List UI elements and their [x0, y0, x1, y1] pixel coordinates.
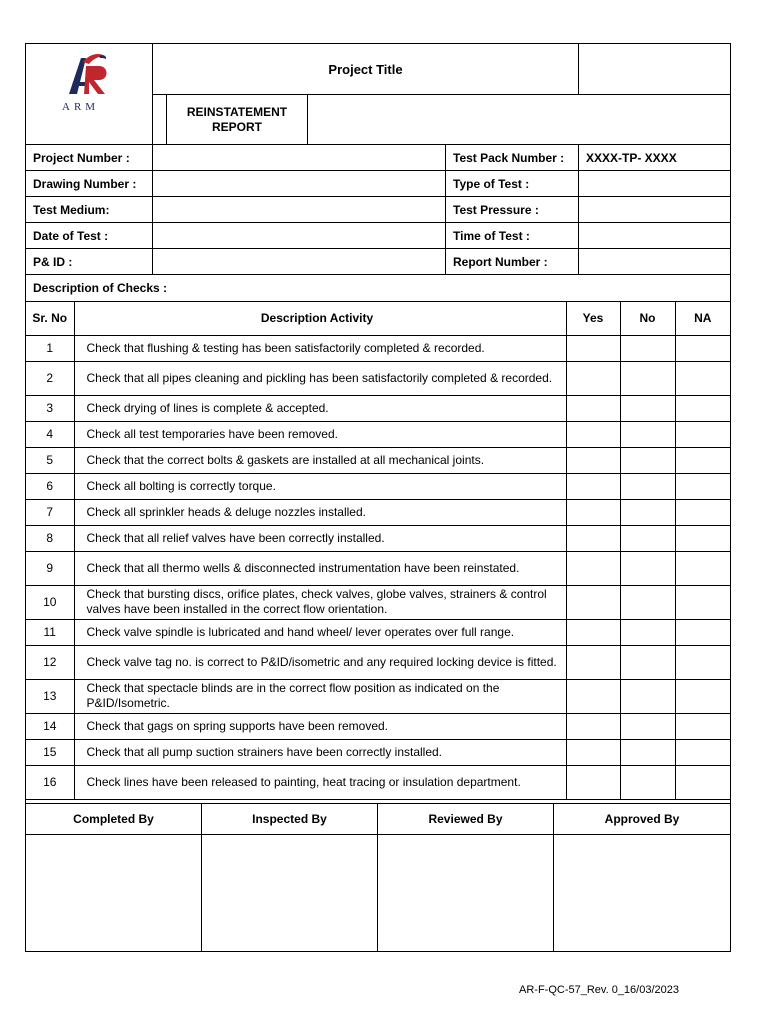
- na-checkbox-cell[interactable]: [675, 645, 730, 679]
- info-value-field[interactable]: [579, 223, 730, 248]
- signoff-approved-by: Approved By: [604, 811, 680, 826]
- no-checkbox-cell[interactable]: [620, 739, 675, 765]
- table-header-row: [26, 302, 730, 335]
- info-value-field[interactable]: [579, 171, 730, 196]
- info-row: [26, 223, 730, 249]
- info-value-field[interactable]: [153, 171, 446, 196]
- no-checkbox-cell[interactable]: [620, 713, 675, 739]
- no-checkbox-cell[interactable]: [620, 395, 675, 421]
- table-row: [26, 739, 730, 765]
- row-description: Check that flushing & testing has been satisfactorily completed & recorded.: [74, 335, 566, 361]
- row-description: Check valve tag no. is correct to P&ID/isometric and any required locking device is fitted.: [74, 645, 566, 679]
- no-checkbox-cell[interactable]: [620, 619, 675, 645]
- info-label: Date of Test :: [26, 223, 153, 248]
- yes-checkbox-cell[interactable]: [566, 473, 620, 499]
- no-checkbox-cell[interactable]: [620, 679, 675, 713]
- row-number: 15: [26, 739, 74, 765]
- info-label: Test Pack Number :: [446, 145, 579, 170]
- no-checkbox-cell[interactable]: [620, 585, 675, 619]
- row-description: Check all test temporaries have been removed.: [74, 421, 566, 447]
- row-description: Check that the correct bolts & gaskets are installed at all mechanical joints.: [74, 447, 566, 473]
- no-checkbox-cell[interactable]: [620, 421, 675, 447]
- info-label: Test Medium:: [26, 197, 153, 222]
- no-checkbox-cell[interactable]: [620, 361, 675, 395]
- info-label: Drawing Number :: [26, 171, 153, 196]
- info-label: Type of Test :: [446, 171, 579, 196]
- project-title-value: [579, 44, 731, 95]
- table-row: [26, 619, 730, 645]
- yes-checkbox-cell[interactable]: [566, 679, 620, 713]
- signature-field[interactable]: [202, 835, 378, 951]
- na-checkbox-cell[interactable]: [675, 447, 730, 473]
- yes-checkbox-cell[interactable]: [566, 525, 620, 551]
- table-row: [26, 679, 730, 713]
- row-description: Check lines have been released to painting, heat tracing or insulation department.: [74, 765, 566, 799]
- table-row: [26, 473, 730, 499]
- reinstatement-report-form: [25, 43, 731, 952]
- table-row: [26, 525, 730, 551]
- info-value-field[interactable]: [153, 145, 446, 170]
- info-row: [26, 197, 730, 223]
- no-checkbox-cell[interactable]: [620, 645, 675, 679]
- signoff-header-row: [26, 804, 730, 835]
- yes-checkbox-cell[interactable]: [566, 619, 620, 645]
- row-number: 8: [26, 525, 74, 551]
- info-value-field[interactable]: [579, 249, 730, 274]
- yes-checkbox-cell[interactable]: [566, 447, 620, 473]
- info-label: Project Number :: [26, 145, 153, 170]
- yes-checkbox-cell[interactable]: [566, 421, 620, 447]
- row-number: 13: [26, 679, 74, 713]
- table-row: [26, 645, 730, 679]
- row-description: Check all sprinkler heads & deluge nozzles installed.: [74, 499, 566, 525]
- logo-cell: [26, 44, 153, 144]
- signoff-completed-by: Completed By: [26, 804, 202, 834]
- table-row: [26, 335, 730, 361]
- na-checkbox-cell[interactable]: [675, 679, 730, 713]
- row-number: 14: [26, 713, 74, 739]
- na-checkbox-cell[interactable]: [675, 395, 730, 421]
- yes-checkbox-cell[interactable]: [566, 551, 620, 585]
- yes-checkbox-cell[interactable]: [566, 713, 620, 739]
- info-value-field[interactable]: [153, 249, 446, 274]
- info-label: Test Pressure :: [446, 197, 579, 222]
- row-number: 11: [26, 619, 74, 645]
- yes-checkbox-cell[interactable]: [566, 585, 620, 619]
- signoff-inspected-by: Inspected By: [202, 804, 378, 834]
- na-checkbox-cell[interactable]: [675, 551, 730, 585]
- info-value-field[interactable]: [153, 197, 446, 222]
- na-checkbox-cell[interactable]: [675, 739, 730, 765]
- table-row: [26, 395, 730, 421]
- row-description: Check all bolting is correctly torque.: [74, 473, 566, 499]
- row-number: 12: [26, 645, 74, 679]
- header-no: No: [620, 302, 675, 335]
- na-checkbox-cell[interactable]: [675, 499, 730, 525]
- row-description: Check that bursting discs, orifice plates, check valves, globe valves, strainers & control valves have been installed in the correct flow orientation.: [74, 585, 566, 619]
- logo-text: ARM: [62, 101, 100, 113]
- row-description: Check that gags on spring supports have been removed.: [74, 713, 566, 739]
- row-number: 10: [26, 585, 74, 619]
- info-label: Time of Test :: [446, 223, 579, 248]
- checks-table: [26, 302, 730, 800]
- yes-checkbox-cell[interactable]: [566, 645, 620, 679]
- na-checkbox-cell[interactable]: [675, 765, 730, 799]
- header-yes: Yes: [566, 302, 620, 335]
- no-checkbox-cell[interactable]: [620, 551, 675, 585]
- signature-field[interactable]: [26, 835, 202, 951]
- report-name: REINSTATEMENT REPORT: [167, 95, 308, 144]
- project-title: Project Title: [153, 44, 579, 95]
- row-description: Check that all relief valves have been correctly installed.: [74, 525, 566, 551]
- row-number: 1: [26, 335, 74, 361]
- row-number: 3: [26, 395, 74, 421]
- signoff-reviewed-by: Reviewed By: [378, 804, 554, 834]
- arm-logo-icon: [59, 52, 121, 114]
- info-row: [26, 249, 730, 275]
- document-code: AR-F-QC-57_Rev. 0_16/03/2023: [519, 984, 679, 996]
- row-number: 5: [26, 447, 74, 473]
- na-checkbox-cell[interactable]: [675, 713, 730, 739]
- yes-checkbox-cell[interactable]: [566, 395, 620, 421]
- row-number: 16: [26, 765, 74, 799]
- na-checkbox-cell[interactable]: [675, 361, 730, 395]
- row-description: Check drying of lines is complete & accepted.: [74, 395, 566, 421]
- info-label: Report Number :: [446, 249, 579, 274]
- header-sr-no: Sr. No: [26, 302, 74, 335]
- info-row: [26, 145, 730, 171]
- info-value-field[interactable]: XXXX-TP- XXXX: [586, 150, 677, 165]
- form-header: [26, 44, 730, 145]
- no-checkbox-cell[interactable]: [620, 473, 675, 499]
- na-checkbox-cell[interactable]: [675, 585, 730, 619]
- header-spacer: [153, 95, 167, 144]
- row-number: 2: [26, 361, 74, 395]
- header-description: Description Activity: [74, 302, 566, 335]
- table-row: [26, 499, 730, 525]
- row-number: 6: [26, 473, 74, 499]
- yes-checkbox-cell[interactable]: [566, 499, 620, 525]
- no-checkbox-cell[interactable]: [620, 525, 675, 551]
- info-value-field[interactable]: [153, 223, 446, 248]
- row-description: Check that spectacle blinds are in the correct flow position as indicated on the P&ID/Isometric.: [74, 679, 566, 713]
- table-row: [26, 551, 730, 585]
- row-number: 7: [26, 499, 74, 525]
- info-row: [26, 171, 730, 197]
- checks-heading: Description of Checks :: [26, 275, 730, 302]
- signoff-body-row: [26, 835, 730, 951]
- yes-checkbox-cell[interactable]: [566, 765, 620, 799]
- na-checkbox-cell[interactable]: [675, 421, 730, 447]
- row-description: Check valve spindle is lubricated and hand wheel/ lever operates over full range.: [74, 619, 566, 645]
- row-description: Check that all thermo wells & disconnected instrumentation have been reinstated.: [74, 551, 566, 585]
- info-value-field[interactable]: [579, 197, 730, 222]
- no-checkbox-cell[interactable]: [620, 447, 675, 473]
- no-checkbox-cell[interactable]: [620, 335, 675, 361]
- na-checkbox-cell[interactable]: [675, 619, 730, 645]
- row-number: 4: [26, 421, 74, 447]
- table-row: [26, 447, 730, 473]
- na-checkbox-cell[interactable]: [675, 473, 730, 499]
- na-checkbox-cell[interactable]: [675, 525, 730, 551]
- signature-field[interactable]: [378, 835, 554, 951]
- yes-checkbox-cell[interactable]: [566, 739, 620, 765]
- table-row: [26, 585, 730, 619]
- no-checkbox-cell[interactable]: [620, 765, 675, 799]
- na-checkbox-cell[interactable]: [675, 335, 730, 361]
- row-description: Check that all pump suction strainers have been correctly installed.: [74, 739, 566, 765]
- table-row: [26, 713, 730, 739]
- info-label: P& ID :: [26, 249, 153, 274]
- table-row: [26, 361, 730, 395]
- header-na: NA: [675, 302, 730, 335]
- signature-field[interactable]: [554, 835, 730, 951]
- row-number: 9: [26, 551, 74, 585]
- yes-checkbox-cell[interactable]: [566, 335, 620, 361]
- table-row: [26, 765, 730, 799]
- row-description: Check that all pipes cleaning and pickling has been satisfactorily completed & recorded.: [74, 361, 566, 395]
- table-row: [26, 421, 730, 447]
- yes-checkbox-cell[interactable]: [566, 361, 620, 395]
- no-checkbox-cell[interactable]: [620, 499, 675, 525]
